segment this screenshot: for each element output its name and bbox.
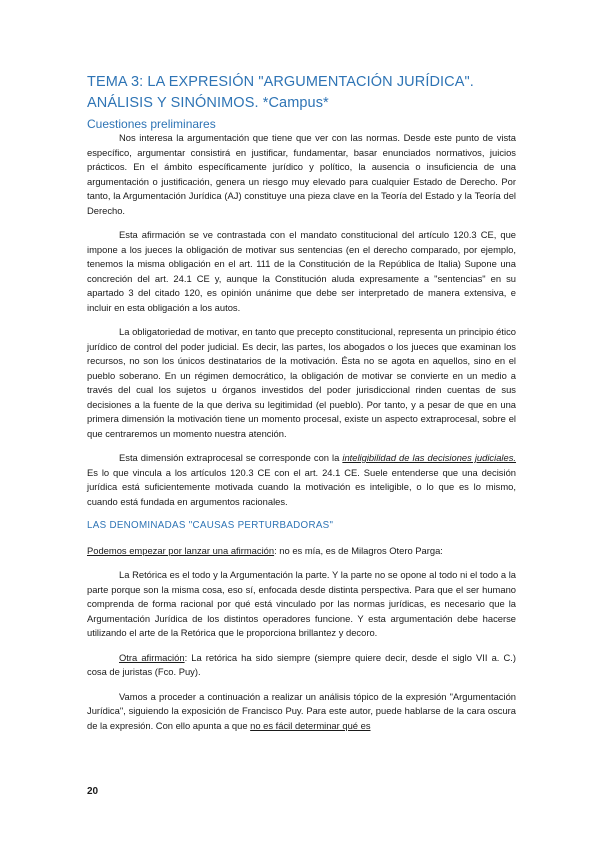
paragraph-1: Nos interesa la argumentación que tiene que ver con las normas. Desde este punto de vista específico, argumentar consistirá en justificar, fundamentar, basar enunciados normativos, juicios prácticos. En el ámbito específicamente jurídico y político, la ausencia o insuficiencia de una argumentación o justificación, genera un riesgo muy elevado para cualquier Estado de Derecho. Por tanto, la Argumentación Jurídica (AJ) constituye una pieza clave en la Teoría del Estado y la Teoría del Derecho.: [87, 132, 516, 216]
paragraph-8-underlined: no es fácil determinar qué es: [250, 719, 371, 731]
paragraph-7: [87, 651, 516, 680]
paragraph-4-underlined: inteligibilidad de las decisiones judiciales.: [342, 452, 517, 463]
page-number: 20: [87, 786, 99, 797]
paragraph-5-text: : no es mía, es de Milagros Otero Parga:: [274, 544, 443, 556]
paragraph-4-text-b: Es lo que vincula a los artículos 120.3 CE con el art. 24.1 CE. Suele entenderse que una decisión jurídica está suficientemente motivada cuando la motivación es inteligible, o lo que es lo mismo, cuando está fundada en argumentos racionales.: [87, 466, 516, 507]
paragraph-2: Esta afirmación se ve contrastada con el mandato constitucional del artículo 120.3 CE, que impone a los jueces la obligación de motivar sus sentencias (en el derecho comparado, por ejemplo, tenemos la misma obligación en el art. 111 de la Constitución de la República de Italia) Supone una concreción del art. 24.1 CE y, aunque la Constitución aluda expresamente a "sentencias" en su apartado 3 del citado 120, es opinión unánime que debe ser interpretado de manera extensiva, e incluir en esta obligación a los autos.: [87, 229, 516, 313]
section-heading: LAS DENOMINADAS "CAUSAS PERTURBADORAS": [87, 520, 334, 531]
paragraph-8: [87, 690, 516, 734]
paragraph-4-text-a: Esta dimensión extraprocesal se corresponde con la: [119, 452, 343, 463]
section-subheading: Cuestiones preliminares: [87, 117, 216, 131]
paragraph-5-underlined: Podemos empezar por lanzar una afirmación: [87, 544, 275, 556]
paragraph-8-text: Vamos a proceder a continuación a realizar un análisis tópico de la expresión "Argumentación Jurídica", siguiendo la exposición de Francisco Puy. Para este autor, puede hablarse de la cara oscura de la expresión. Con ello apunta a que: [87, 690, 516, 731]
paragraph-4: [87, 451, 516, 509]
document-body: [87, 131, 516, 743]
paragraph-7-text: : La retórica ha sido siempre (siempre quiere decir, desde el siglo VII a. C.) cosa de juristas (Fco. Puy).: [87, 651, 516, 677]
paragraph-6: La Retórica es el todo y la Argumentación la parte. Y la parte no se opone al todo ni el todo a la parte porque son la misma cosa, eso sí, enfocada desde distinta perspectiva. Para que el ser humano comprenda de forma racional por qué está vinculado por las normas jurídicas, es necesario que la Argumentación Jurídica de los distintos operadores funcione. Y esta argumentación debe hacerse utilizando el arte de la Retórica que le proporciona brillantez y decoro.: [87, 569, 516, 638]
paragraph-7-underlined: Otra afirmación: [119, 651, 185, 663]
page-title: TEMA 3: LA EXPRESIÓN "ARGUMENTACIÓN JURÍDICA". ANÁLISIS Y SINÓNIMOS. *Campus*: [87, 74, 474, 111]
paragraph-5: [87, 544, 516, 559]
paragraph-3: La obligatoriedad de motivar, en tanto que precepto constitucional, representa un principio ético jurídico de control del poder judicial. Es decir, las partes, los abogados o los jueces que examinan los recursos, no son los únicos destinatarios de la motivación. Ésta no se agota en aquellos, sino en el pueblo soberano. En un régimen democrático, la obligación de motivar se convierte en un medio a través del cual los sujetos u órganos investidos del poder jurisdiccional rinden cuentas de sus decisiones a la fuente de la que deriva su legitimidad (el pueblo). Por tanto, y a pesar de que en una primera dimensión la motivación tiene un momento procesal, existe un aspecto extraprocesal, sobre el que centraremos un momento nuestra atención.: [87, 326, 516, 439]
